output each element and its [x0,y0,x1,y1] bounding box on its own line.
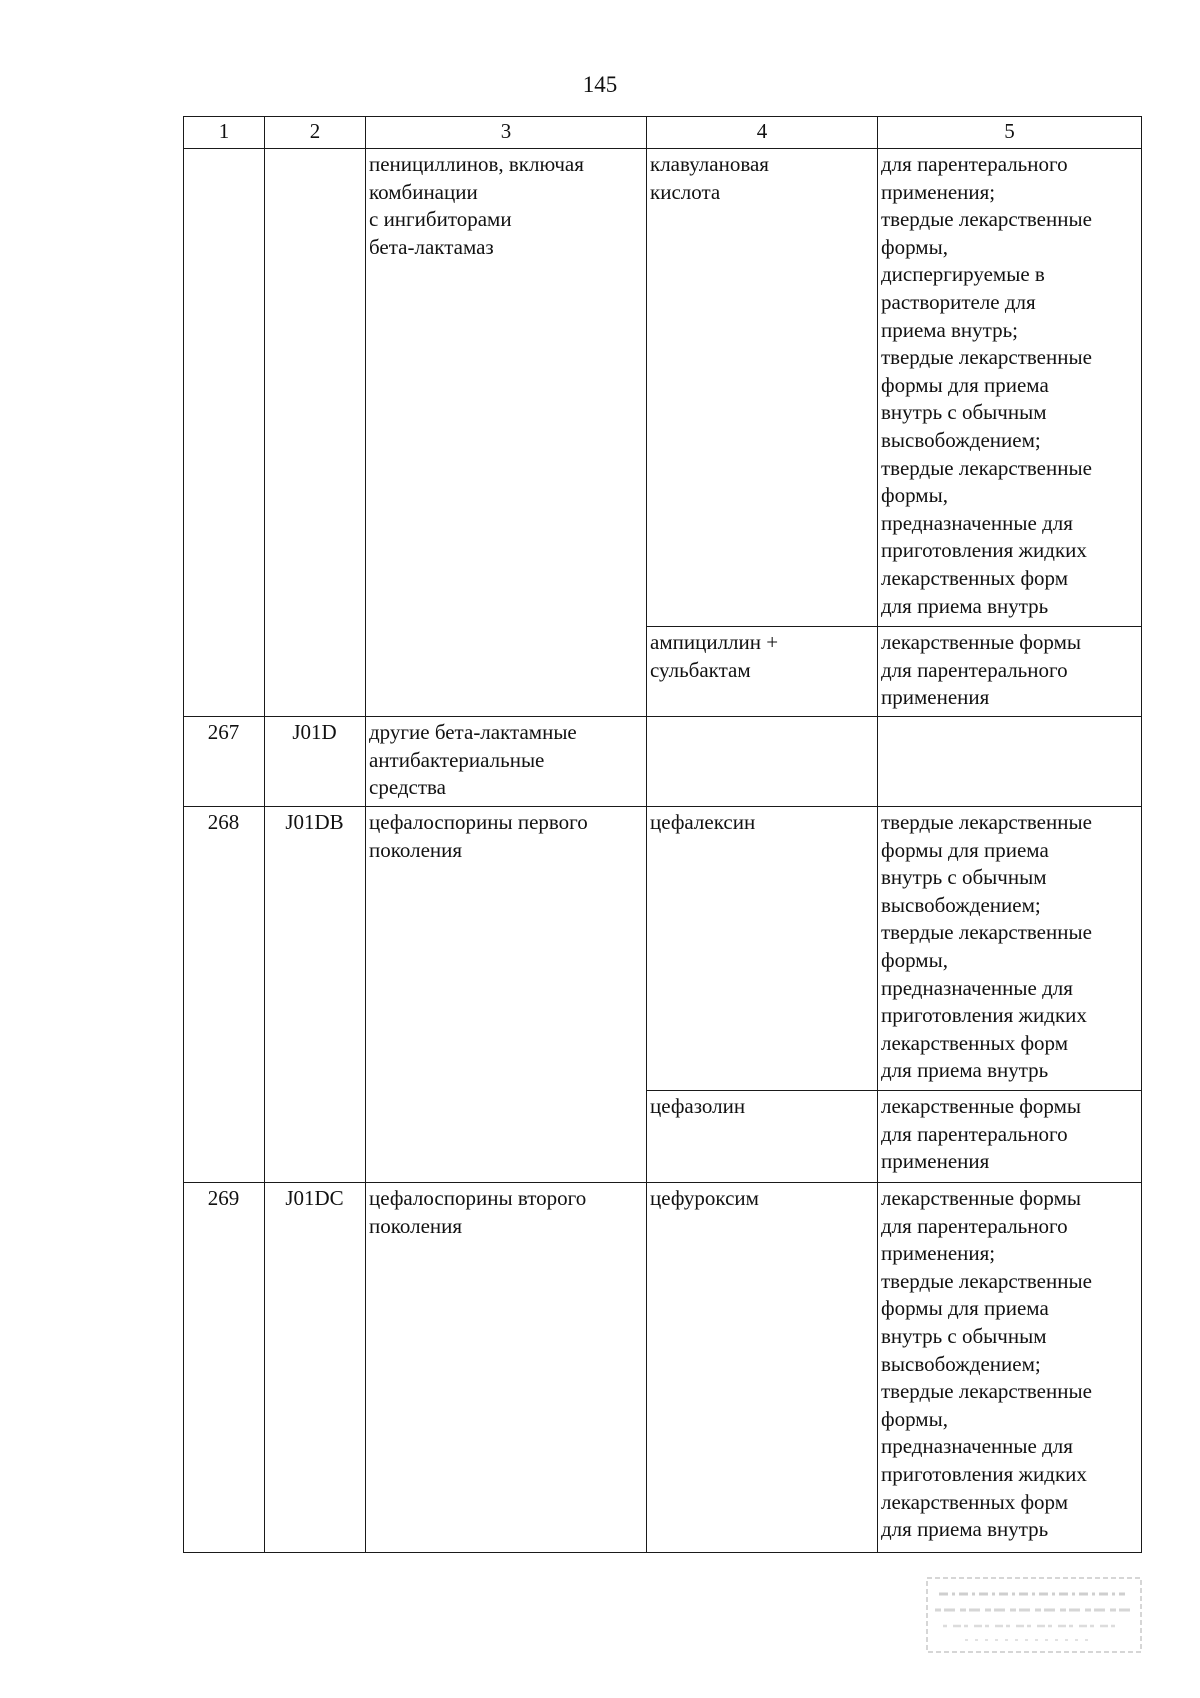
cell-line: для парентерального [881,1213,1068,1238]
cell-line: средства [369,775,447,800]
header-cell-4: 4 [647,117,878,149]
cell-line: с ингибиторами [369,207,512,232]
cell-line: предназначенные для [881,510,1073,535]
cell-line: предназначенные для [881,1434,1073,1459]
header-cell-3: 3 [366,117,647,149]
cell-line: приготовления жидких [881,1003,1087,1028]
cell-line: внутрь с обычным [881,400,1047,425]
cell-line: для парентерального [881,152,1068,176]
cell-line: кислота [650,179,721,204]
cell-line: для приема внутрь [881,593,1049,618]
dosage-form-cell [878,1091,1142,1183]
header-cell-1: 1 [184,117,265,149]
group-name-cell [366,1183,647,1553]
cell-line: высвобождением; [881,427,1041,452]
group-name-cell [366,717,647,807]
cell-line: комбинации [369,179,478,204]
cell-line: приготовления жидких [881,1461,1087,1486]
cell-line: для парентерального [881,1121,1068,1146]
group-name-cell [366,149,647,717]
cell-line: применения [881,1149,990,1174]
cell-line: формы для приема [881,837,1049,862]
cell-line: твердые лекарственные [881,810,1092,834]
cell-line: твердые лекарственные [881,1379,1092,1404]
table-row [184,149,1142,627]
cell-line: цефалексин [650,810,756,834]
row-number-cell: 269 [184,1183,265,1553]
row-number-cell: 268 [184,807,265,1183]
cell-line: внутрь с обычным [881,865,1047,890]
cell-line: формы, [881,483,948,508]
drug-name-cell [647,1091,878,1183]
header-cell-5: 5 [878,117,1142,149]
atc-code-cell: J01DC [265,1183,366,1553]
cell-line: применения; [881,1241,996,1266]
cell-line: предназначенные для [881,975,1073,1000]
cell-line: лекарственных форм [881,1489,1069,1514]
cell-line: твердые лекарственные [881,455,1092,480]
cell-line: применения; [881,179,996,204]
cell-line: цефалоспорины первого [369,810,588,834]
cell-line: поколения [369,837,463,862]
cell-line: лекарственные формы [881,1094,1081,1118]
row-number-cell [184,149,265,717]
cell-line: приема внутрь; [881,317,1019,342]
table-row [184,807,1142,1091]
cell-line: лекарственные формы [881,1186,1081,1210]
drug-name-cell [647,807,878,1091]
cell-line: твердые лекарственные [881,1268,1092,1293]
cell-line: ампициллин + [650,630,779,654]
cell-line: сульбактам [650,657,751,682]
cell-line: поколения [369,1213,463,1238]
cell-line: клавулановая [650,152,769,176]
cell-line: для приема внутрь [881,1517,1049,1542]
cell-line: формы, [881,234,948,259]
cell-line: для приема внутрь [881,1058,1049,1083]
table-row [184,1183,1142,1553]
cell-line: применения [881,685,990,710]
cell-line: высвобождением; [881,892,1041,917]
cell-line: для парентерального [881,657,1068,682]
cell-line: лекарственные формы [881,630,1081,654]
cell-line: бета-лактамаз [369,234,494,259]
cell-line: диспергируемые в [881,262,1045,287]
cell-line: антибактериальные [369,747,545,772]
cell-line: формы для приема [881,1296,1049,1321]
cell-line: твердые лекарственные [881,207,1092,232]
drug-name-cell [647,1183,878,1553]
drug-name-cell [647,627,878,717]
atc-code-cell [265,149,366,717]
table-header-row [184,117,1142,149]
cell-line: растворителе для [881,289,1036,314]
row-number-cell: 267 [184,717,265,807]
cell-line: формы, [881,1406,948,1431]
cell-line: лекарственных форм [881,565,1069,590]
dosage-form-cell [878,1183,1142,1553]
table-row [184,717,1142,807]
header-cell-2: 2 [265,117,366,149]
cell-line: другие бета-лактамные [369,720,577,744]
dosage-form-cell [878,149,1142,627]
cell-line: приготовления жидких [881,538,1087,563]
dosage-form-cell [878,807,1142,1091]
atc-code-cell: J01DB [265,807,366,1183]
cell-line: лекарственных форм [881,1030,1069,1055]
drug-name-cell [647,717,878,807]
medication-table [183,116,1142,1553]
cell-line: формы для приема [881,372,1049,397]
certification-stamp [925,1576,1143,1654]
cell-line: твердые лекарственные [881,920,1092,945]
cell-line: формы, [881,947,948,972]
dosage-form-cell [878,717,1142,807]
drug-name-cell [647,149,878,627]
dosage-form-cell [878,627,1142,717]
cell-line: цефалоспорины второго [369,1186,587,1210]
cell-line: высвобождением; [881,1351,1041,1376]
page-number: 145 [582,72,618,97]
cell-line: внутрь с обычным [881,1323,1047,1348]
cell-line: цефазолин [650,1094,746,1118]
cell-line: твердые лекарственные [881,345,1092,370]
cell-line: пенициллинов, включая [369,152,584,176]
cell-line: цефуроксим [650,1186,759,1210]
group-name-cell [366,807,647,1183]
atc-code-cell: J01D [265,717,366,807]
